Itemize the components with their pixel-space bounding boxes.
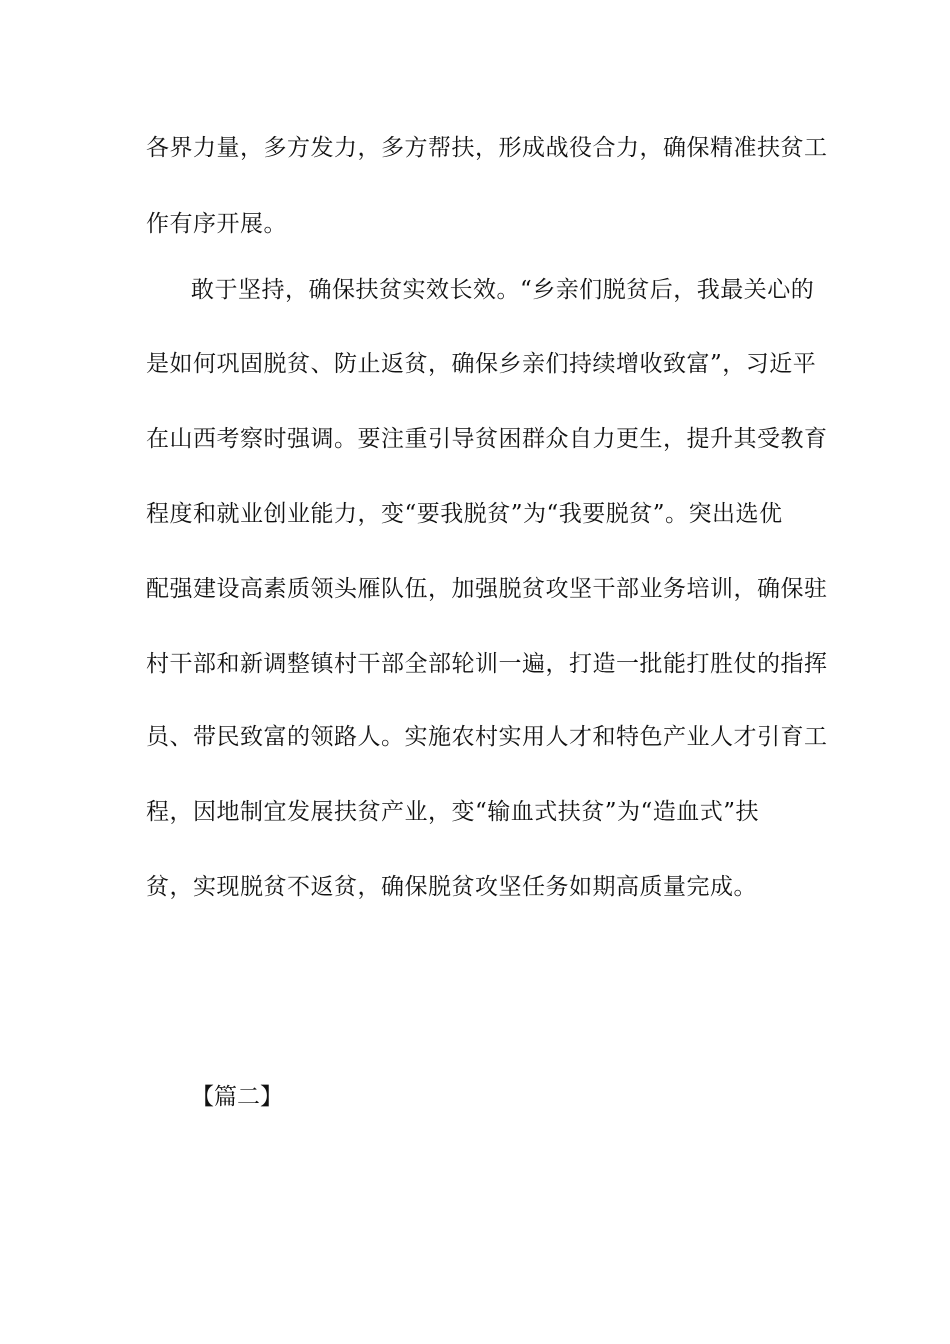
paragraph-line: 作有序开展。	[146, 211, 287, 237]
paragraph-line: 程，因地制宜发展扶贫产业，变“输血式扶贫”为“造血式”扶	[146, 799, 760, 825]
paragraph-line: 是如何巩固脱贫、防止返贫，确保乡亲们持续增收致富”，习近平	[146, 351, 817, 377]
paragraph-line: 配强建设高素质领头雁队伍，加强脱贫攻坚干部业务培训，确保驻	[146, 576, 828, 602]
paragraph-line: 在山西考察时强调。要注重引导贫困群众自力更生，提升其受教育	[146, 426, 828, 452]
paragraph-line: 贫，实现脱贫不返贫，确保脱贫攻坚任务如期高质量完成。	[146, 874, 757, 900]
paragraph-line: 员、带民致富的领路人。实施农村实用人才和特色产业人才引育工	[146, 724, 828, 750]
paragraph-line: 敢于坚持，确保扶贫实效长效。“乡亲们脱贫后，我最关心的	[191, 277, 815, 303]
paragraph-line: 村干部和新调整镇村干部全部轮训一遍，打造一批能打胜仗的指挥	[146, 651, 828, 677]
paragraph-line: 各界力量，多方发力，多方帮扶，形成战役合力，确保精准扶贫工	[146, 135, 828, 161]
section-heading: 【篇二】	[191, 1084, 283, 1110]
paragraph-line: 程度和就业创业能力，变“要我脱贫”为“我要脱贫”。突出选优	[146, 501, 783, 527]
